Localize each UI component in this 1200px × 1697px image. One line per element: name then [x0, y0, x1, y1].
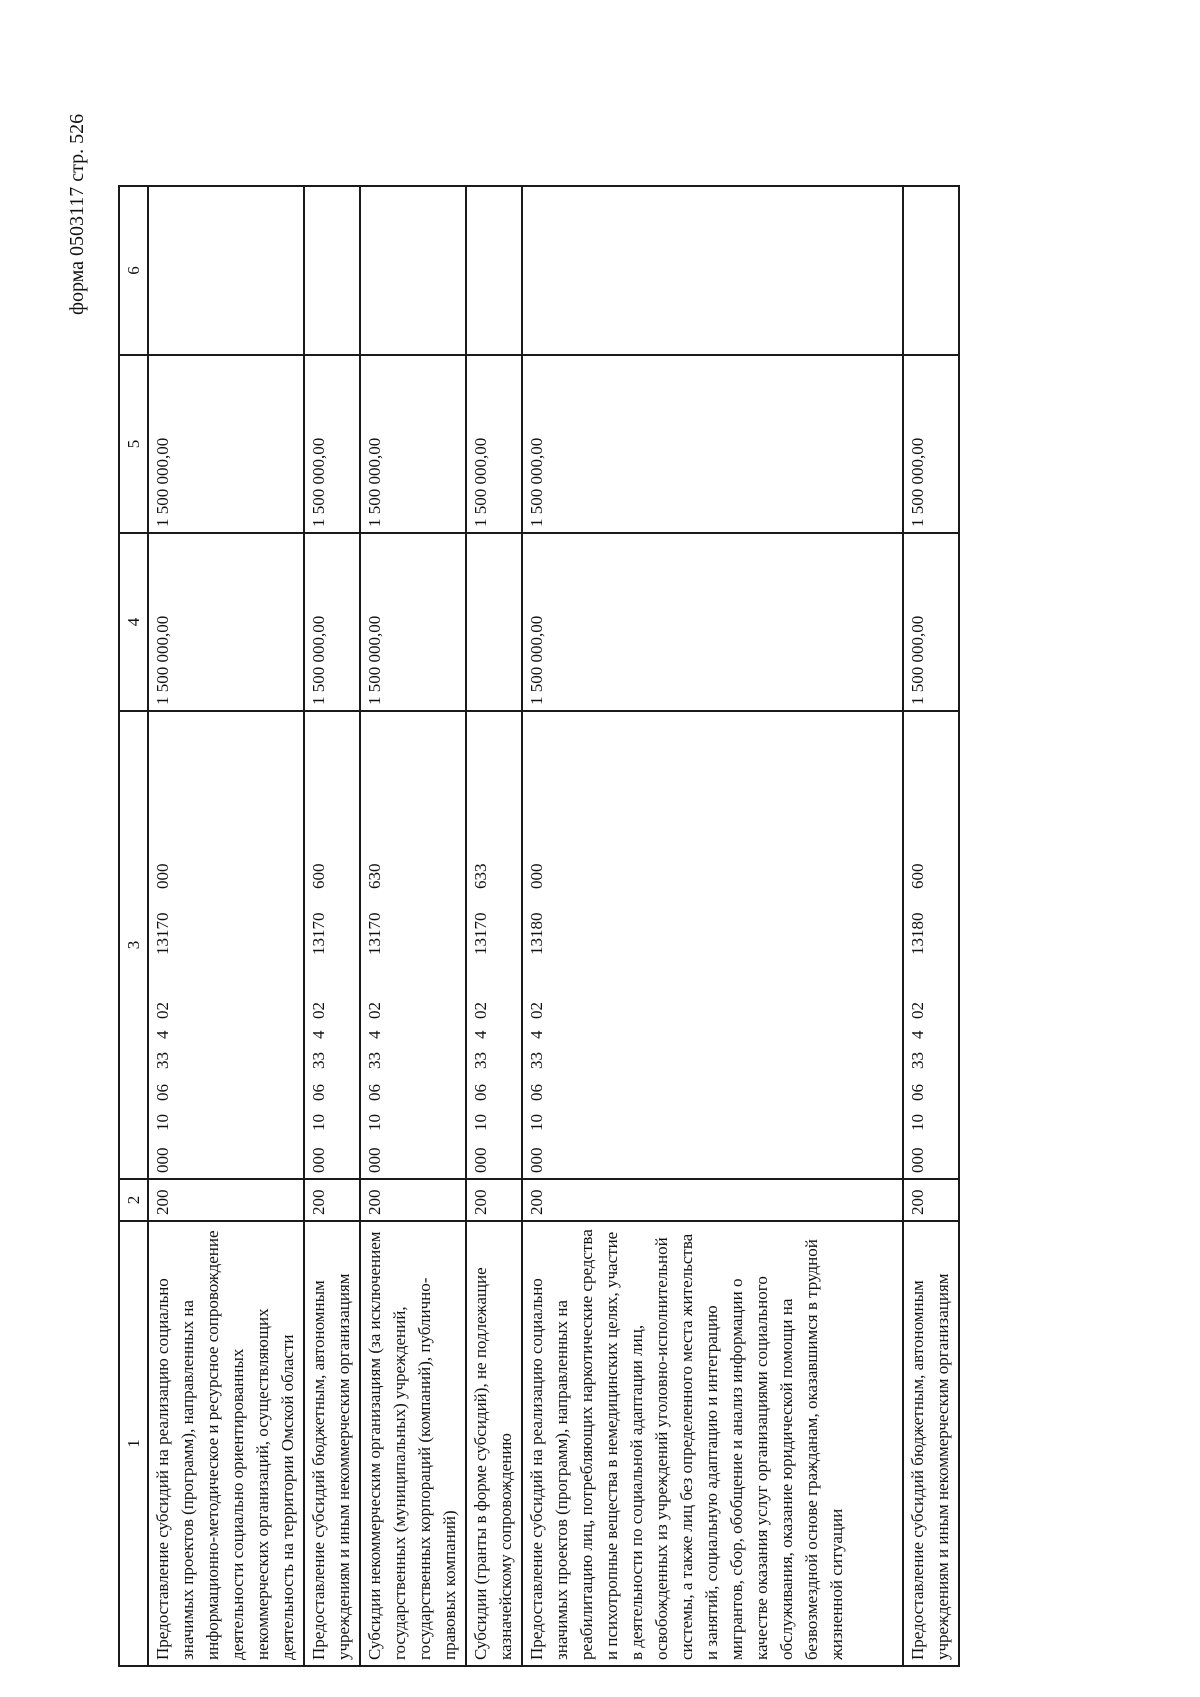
kbk-segment: 000	[153, 1147, 172, 1173]
row-name: Субсидии (гранты в форме субсидий), не подлежащие казначейскому сопровождению	[466, 1221, 522, 1666]
kbk-segment: 02	[908, 1002, 927, 1019]
line-code: 200	[360, 1179, 466, 1221]
kbk-segment: 000	[471, 1147, 490, 1173]
kbk-segment: 4	[309, 1030, 328, 1039]
budget-report-table	[118, 185, 960, 1667]
executed-amount: 1 500 000,00	[466, 355, 522, 533]
kbk-segment: 4	[527, 1030, 546, 1039]
column-number: 2	[119, 1179, 148, 1221]
executed-amount: 1 500 000,00	[148, 355, 304, 533]
kbk-segment: 06	[365, 1084, 384, 1101]
unexecuted-amount	[360, 186, 466, 355]
kbk-segment: 000	[527, 1147, 546, 1173]
approved-amount: 1 500 000,00	[360, 533, 466, 711]
kbk-segment: 000	[908, 1147, 927, 1173]
approved-amount: 1 500 000,00	[304, 533, 360, 711]
column-number: 5	[119, 355, 148, 533]
row-name: Предоставление субсидий на реализацию социально значимых проектов (программ), направленных на реабилитацию лиц, потребляющих наркотические средства и психотропные вещества в немедицинских целях, участие в деятельности по социальной адаптации лиц, освобожденных из учреждений уголовно-исполнительной системы, а также лиц без определенного места жительства и занятий, социальную адаптацию и интеграцию мигрантов, сбор, обобщение и анализ информации о качестве оказания услуг организациями социального обслуживания, оказание юридической помощи на безвозмездной основе гражданам, оказавшимся в трудной жизненной ситуации	[522, 1221, 903, 1666]
kbk-segment: 600	[908, 863, 927, 889]
column-number: 6	[119, 186, 148, 355]
executed-amount: 1 500 000,00	[360, 355, 466, 533]
column-number: 1	[119, 1221, 148, 1666]
kbk-segment: 630	[365, 863, 384, 889]
table-row	[148, 186, 304, 1666]
kbk-segment: 33	[153, 1052, 172, 1069]
kbk-segment: 4	[153, 1030, 172, 1039]
kbk-segment: 02	[527, 1002, 546, 1019]
approved-amount: 1 500 000,00	[148, 533, 304, 711]
line-code: 200	[903, 1179, 959, 1221]
column-number: 3	[119, 711, 148, 1179]
table-row	[522, 186, 903, 1666]
kbk-segment: 000	[153, 863, 172, 889]
unexecuted-amount	[522, 186, 903, 355]
kbk-segment: 06	[471, 1084, 490, 1101]
kbk-segment: 33	[908, 1052, 927, 1069]
kbk-code	[522, 711, 903, 1179]
row-name: Субсидии некоммерческим организациям (за исключением государственных (муниципальных) учреждений, государственных корпораций (компаний), публично-правовых компаний)	[360, 1221, 466, 1666]
kbk-segment: 10	[908, 1114, 927, 1131]
table-row	[360, 186, 466, 1666]
kbk-segment: 4	[908, 1030, 927, 1039]
unexecuted-amount	[148, 186, 304, 355]
line-code: 200	[304, 1179, 360, 1221]
kbk-segment: 13170	[309, 912, 328, 955]
column-number-row	[119, 186, 148, 1666]
kbk-segment: 4	[471, 1030, 490, 1039]
kbk-segment: 06	[908, 1084, 927, 1101]
kbk-segment: 06	[527, 1084, 546, 1101]
row-name: Предоставление субсидий бюджетным, автономным учреждениям и иным некоммерческим организациям	[903, 1221, 959, 1666]
kbk-segment: 000	[365, 1147, 384, 1173]
approved-amount	[466, 533, 522, 711]
kbk-segment: 33	[365, 1052, 384, 1069]
executed-amount: 1 500 000,00	[304, 355, 360, 533]
kbk-code	[903, 711, 959, 1179]
kbk-segment: 13180	[908, 912, 927, 955]
row-name: Предоставление субсидий бюджетным, автономным учреждениям и иным некоммерческим организациям	[304, 1221, 360, 1666]
table-row	[903, 186, 959, 1666]
kbk-segment: 33	[471, 1052, 490, 1069]
approved-amount: 1 500 000,00	[903, 533, 959, 711]
kbk-segment: 06	[309, 1084, 328, 1101]
kbk-segment: 02	[471, 1002, 490, 1019]
kbk-segment: 02	[153, 1002, 172, 1019]
executed-amount: 1 500 000,00	[903, 355, 959, 533]
kbk-code	[148, 711, 304, 1179]
kbk-segment: 4	[365, 1030, 384, 1039]
kbk-segment: 10	[153, 1114, 172, 1131]
line-code: 200	[148, 1179, 304, 1221]
kbk-segment: 13180	[527, 912, 546, 955]
approved-amount: 1 500 000,00	[522, 533, 903, 711]
kbk-segment: 10	[309, 1114, 328, 1131]
unexecuted-amount	[466, 186, 522, 355]
kbk-segment: 10	[527, 1114, 546, 1131]
line-code: 200	[522, 1179, 903, 1221]
kbk-segment: 633	[471, 863, 490, 889]
row-name: Предоставление субсидий на реализацию социально значимых проектов (программ), направленных на информационно-методическое и ресурсное сопровождение деятельности социально ориентированных некоммерческих организаций, осуществляющих деятельность на территории Омской области	[148, 1221, 304, 1666]
kbk-segment: 10	[471, 1114, 490, 1131]
kbk-segment: 02	[365, 1002, 384, 1019]
form-label: форма 0503117 стр. 526	[66, 113, 88, 315]
kbk-segment: 33	[527, 1052, 546, 1069]
table-row	[304, 186, 360, 1666]
column-number: 4	[119, 533, 148, 711]
kbk-segment: 000	[527, 863, 546, 889]
kbk-segment: 13170	[153, 912, 172, 955]
kbk-segment: 10	[365, 1114, 384, 1131]
kbk-code	[304, 711, 360, 1179]
kbk-code	[360, 711, 466, 1179]
line-code: 200	[466, 1179, 522, 1221]
table-row	[466, 186, 522, 1666]
kbk-segment: 13170	[471, 912, 490, 955]
unexecuted-amount	[304, 186, 360, 355]
kbk-segment: 02	[309, 1002, 328, 1019]
kbk-segment: 06	[153, 1084, 172, 1101]
executed-amount: 1 500 000,00	[522, 355, 903, 533]
kbk-segment: 33	[309, 1052, 328, 1069]
kbk-code	[466, 711, 522, 1179]
unexecuted-amount	[903, 186, 959, 355]
kbk-segment: 600	[309, 863, 328, 889]
kbk-segment: 000	[309, 1147, 328, 1173]
kbk-segment: 13170	[365, 912, 384, 955]
